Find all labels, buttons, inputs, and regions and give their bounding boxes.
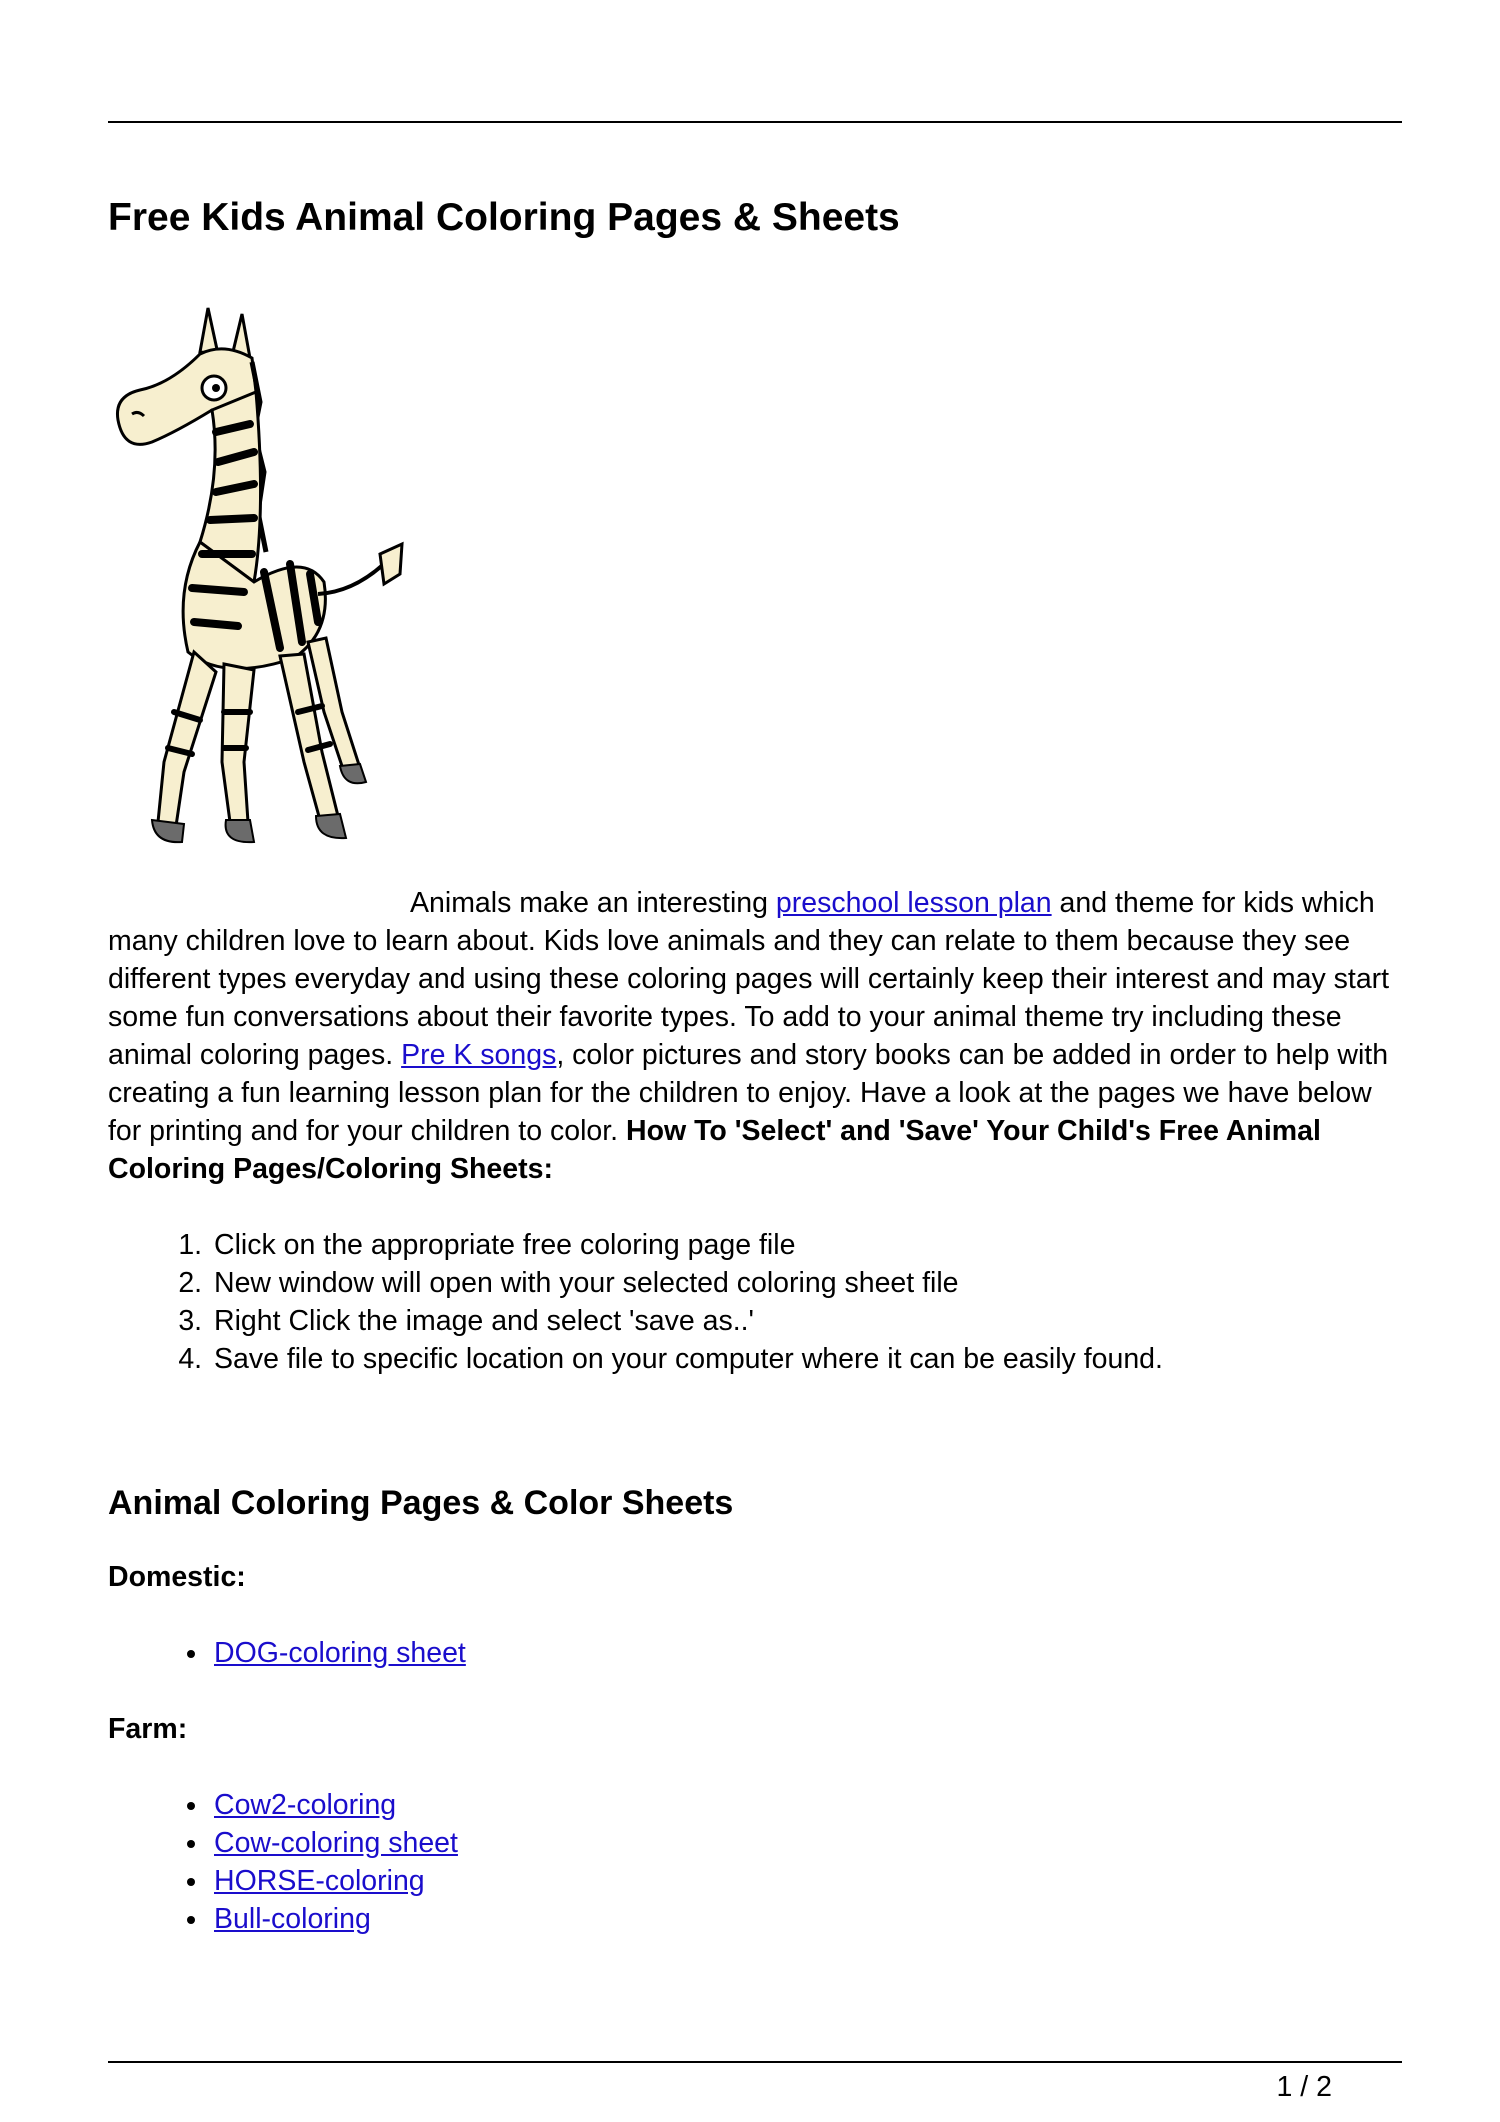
header-rule xyxy=(108,121,1402,123)
step-item: 3. Right Click the image and select 'save as..' xyxy=(210,1302,1163,1340)
cow-coloring-link[interactable]: Cow-coloring sheet xyxy=(214,1827,458,1859)
zebra-illustration xyxy=(104,292,414,860)
preschool-lesson-plan-link[interactable]: preschool lesson plan xyxy=(775,887,1052,919)
domestic-links xyxy=(108,1634,466,1672)
intro-paragraph xyxy=(108,884,1408,1188)
bull-coloring-link[interactable]: Bull-coloring xyxy=(214,1903,371,1935)
step-item: 2. New window will open with your selected coloring sheet file xyxy=(210,1264,1163,1302)
list-item xyxy=(210,1786,458,1824)
how-to-heading: How To 'Select' and 'Save' Your Child's Free Animal Coloring Pages/Coloring Sheets: xyxy=(108,1115,1321,1185)
list-item xyxy=(210,1862,458,1900)
intro-text-3: , color pictures and story books can be added in order to help with creating a fun learning lesson plan for the children to enjoy. Have a look at the pages we have below for printing and for your children to color. xyxy=(108,1039,1389,1147)
step-item: 4. Save file to specific location on your computer where it can be easily found. xyxy=(210,1340,1163,1378)
farm-heading: Farm: xyxy=(108,1713,188,1745)
step-item: 1. Click on the appropriate free coloring page file xyxy=(210,1226,1163,1264)
cow2-coloring-link[interactable]: Cow2-coloring xyxy=(214,1789,397,1821)
intro-text-2: and theme for kids which many children love to learn about. Kids love animals and they can relate to them because they see different types everyday and using these coloring pages will certainly keep their interest and may start some fun conversations about their favorite types. To add to your animal theme try including these animal coloring pages. xyxy=(108,887,1390,1071)
list-item xyxy=(210,1824,458,1862)
list-item xyxy=(210,1900,458,1938)
page-title: Free Kids Animal Coloring Pages & Sheets xyxy=(108,196,900,239)
section-title: Animal Coloring Pages & Color Sheets xyxy=(108,1484,734,1522)
page-number: 1 / 2 xyxy=(1276,2071,1332,2103)
footer-rule xyxy=(108,2061,1402,2063)
domestic-heading: Domestic: xyxy=(108,1561,246,1593)
farm-links xyxy=(108,1786,458,1938)
dog-coloring-link[interactable]: DOG-coloring sheet xyxy=(214,1637,466,1669)
intro-text-1: Animals make an interesting xyxy=(410,887,776,919)
list-item xyxy=(210,1634,466,1672)
steps-list xyxy=(108,1226,1163,1378)
horse-coloring-link[interactable]: HORSE-coloring xyxy=(214,1865,425,1897)
pre-k-songs-link[interactable]: Pre K songs xyxy=(401,1039,557,1071)
